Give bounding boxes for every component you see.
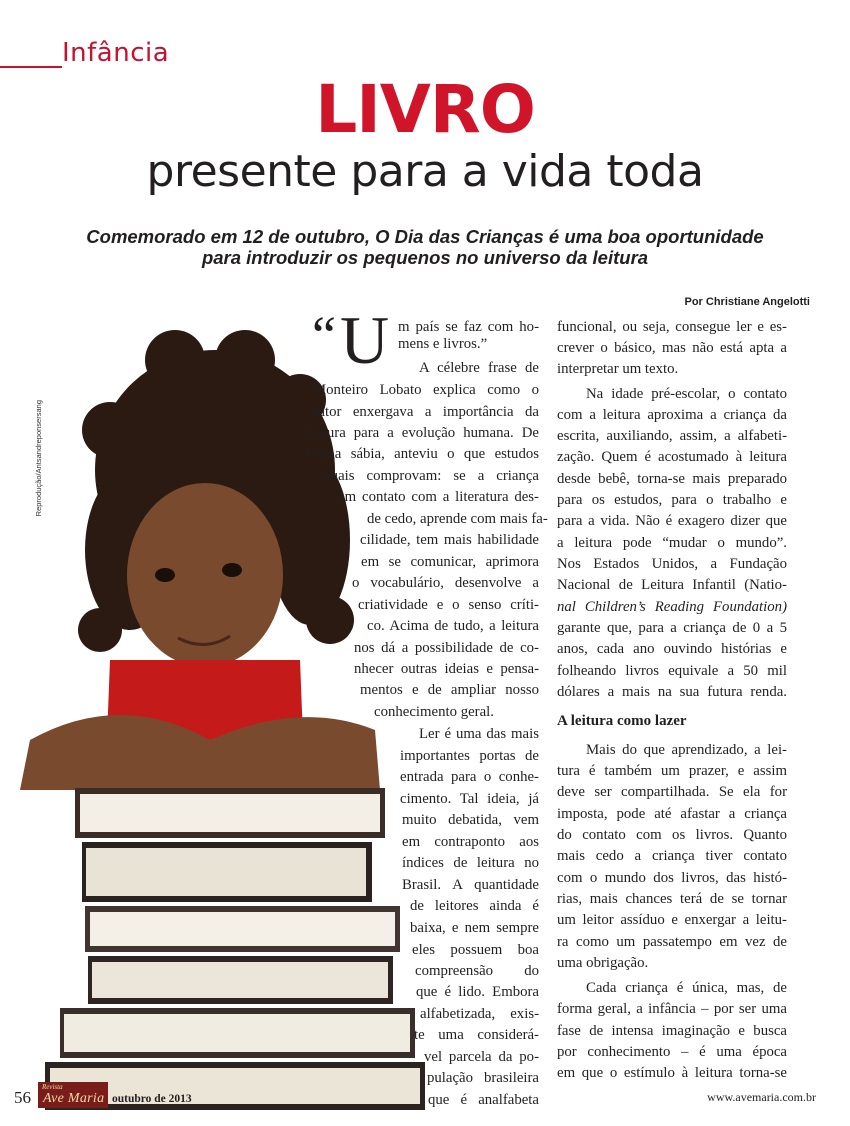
body-line: nos dá a possibilidade de co- — [354, 640, 539, 656]
body-line: Mais do que aprendizado, a lei- — [586, 742, 787, 758]
body-line: forma sábia, anteviu o que estudos — [306, 446, 539, 462]
section-label: Infância — [62, 38, 170, 68]
body-line: cilidade, tem mais habilidade — [360, 532, 539, 548]
body-line: cimento. Tal ideia, já — [400, 791, 539, 807]
body-line: para os estudos, para o trabalho e — [557, 492, 787, 508]
body-line: para a vida. Não é exagero dizer que — [557, 513, 787, 529]
body-line: alfabetizada, exis- — [420, 1006, 539, 1022]
body-line: em se comunicar, aprimora — [361, 554, 539, 570]
deck-line: para introduzir os pequenos no universo da leitura — [201, 247, 649, 268]
body-line: escrita, auxiliando, assim, a alfabeti- — [557, 428, 787, 444]
body-line: mens e livros.” — [398, 336, 488, 352]
section-subhead: A leitura como lazer — [557, 713, 687, 729]
byline: Por Christiane Angelotti — [684, 296, 810, 308]
deck-line: Comemorado em 12 de outubro, O Dia das Crianças é uma boa oportunidade — [86, 226, 764, 247]
body-line: que é lido. Embora — [416, 984, 539, 1000]
subheadline: presente para a vida toda — [146, 146, 704, 197]
photo-credit: Reprodução/Antsandreponsersang — [34, 400, 43, 517]
body-line: ra como um passatempo em vez de — [557, 934, 787, 950]
opening-quote-mark: “ — [312, 305, 336, 365]
body-line: funcional, ou seja, consegue ler e es- — [557, 319, 787, 335]
section-rule — [0, 66, 62, 68]
website-url: www.avemaria.com.br — [707, 1090, 816, 1104]
body-line: desde bebê, torna-se mais preparado — [557, 471, 787, 487]
headline: LIVRO — [315, 71, 535, 148]
body-line: fase de intensa imaginação e busca — [557, 1023, 787, 1039]
body-line: mentos e de ampliar nosso — [360, 682, 539, 698]
logo-main-text: Ave Maria — [43, 1091, 105, 1106]
body-line: zação. Quem é acostumado à leitura — [557, 449, 787, 465]
page-number: 56 — [14, 1088, 31, 1107]
body-line: por conhecimento – é uma época — [557, 1044, 787, 1060]
body-line: imposta, pode até afastar a criança — [557, 806, 787, 822]
body-line: dólares a mais na sua futura renda. — [557, 684, 787, 700]
body-line: em contraponto aos — [402, 834, 539, 850]
body-line: Cada criança é única, mas, de — [586, 980, 787, 996]
body-line: autor enxergava a importância da — [311, 404, 539, 420]
body-line: o vocabulário, desenvolve a — [352, 575, 539, 591]
body-line: índices de leitura no — [402, 855, 539, 871]
body-line: vel parcela da po- — [424, 1049, 539, 1065]
body-line: Nacional de Leitura Infantil (Natio- — [557, 577, 787, 593]
body-line: m país se faz com ho- — [398, 319, 539, 335]
body-line: leitura para a evolução humana. De — [308, 425, 539, 441]
body-line: anos, cada ano ouvindo histórias e — [557, 641, 787, 657]
body-line: importantes portas de — [400, 748, 539, 764]
body-line: Monteiro Lobato explica como o — [313, 382, 539, 398]
body-line: nhecer outras ideias e pensa- — [354, 661, 539, 677]
body-line: baixa, e nem sempre — [410, 920, 539, 936]
body-line: a leitura pode “mudar o mundo”. — [557, 535, 787, 551]
body-line: nal Children’s Reading Foundation) — [557, 599, 787, 615]
body-line: co. Acima de tudo, a leitura — [367, 618, 539, 634]
body-line: de cedo, aprende com mais fa- — [367, 511, 548, 527]
body-line: forma geral, a infância – por ser uma — [557, 1001, 787, 1017]
body-line: A célebre frase de — [419, 360, 539, 376]
issue-date: outubro de 2013 — [112, 1093, 192, 1105]
body-line: Nos Estados Unidos, a Fundação — [557, 556, 787, 572]
body-line: de leitores ainda é — [410, 898, 539, 914]
body-line: Na idade pré-escolar, o contato — [586, 386, 787, 402]
body-line: deve ser compartilhada. Se ela for — [557, 784, 787, 800]
body-line: do contato com os livros. Quanto — [557, 827, 787, 843]
face — [127, 483, 283, 667]
body-line: que é analfabeta — [428, 1092, 539, 1108]
body-line: interpretar um texto. — [557, 361, 679, 377]
body-line: entrada para o conhe- — [400, 769, 539, 785]
body-line: compreensão do — [415, 963, 539, 979]
body-line: tem contato com a literatura des- — [334, 489, 539, 505]
body-line: criatividade e o senso críti- — [358, 597, 539, 613]
body-line: um leitor assíduo e enxergar a leitu- — [557, 912, 787, 928]
body-line: muito debatida, vem — [402, 812, 539, 828]
body-line: te uma considerá- — [414, 1027, 539, 1043]
body-line: rias, mais chances terá de se tornar — [557, 891, 787, 907]
body-line: em que o estímulo à leitura torna-se — [557, 1065, 787, 1081]
body-line: eles possuem boa — [412, 942, 539, 958]
body-line: uma obrigação. — [557, 955, 649, 971]
magazine-logo — [38, 1082, 108, 1108]
body-line: pulação brasileira — [427, 1070, 539, 1086]
body-line: crever o básico, mas não está apta a — [557, 340, 787, 356]
body-line: com a leitura aproxima a criança da — [557, 407, 787, 423]
body-line: com o mundo dos livros, das histó- — [557, 870, 787, 886]
body-line: Ler é uma das mais — [419, 726, 539, 742]
body-line: folheando livros equivale a 50 mil — [557, 663, 787, 679]
body-line: conhecimento geral. — [374, 704, 494, 720]
body-line: garante que, para a criança de 0 a 5 — [557, 620, 787, 636]
body-line: atuais comprovam: se a criança — [320, 468, 539, 484]
body-line: Brasil. A quantidade — [402, 877, 539, 893]
body-line: tura é também um prazer, e assim — [557, 763, 787, 779]
deck — [30, 226, 820, 268]
logo-small-text: Revista — [42, 1083, 63, 1091]
book-stack — [45, 788, 425, 1110]
body-line: mais cedo a criança tiver contato — [557, 848, 787, 864]
drop-cap: U — [340, 302, 390, 378]
